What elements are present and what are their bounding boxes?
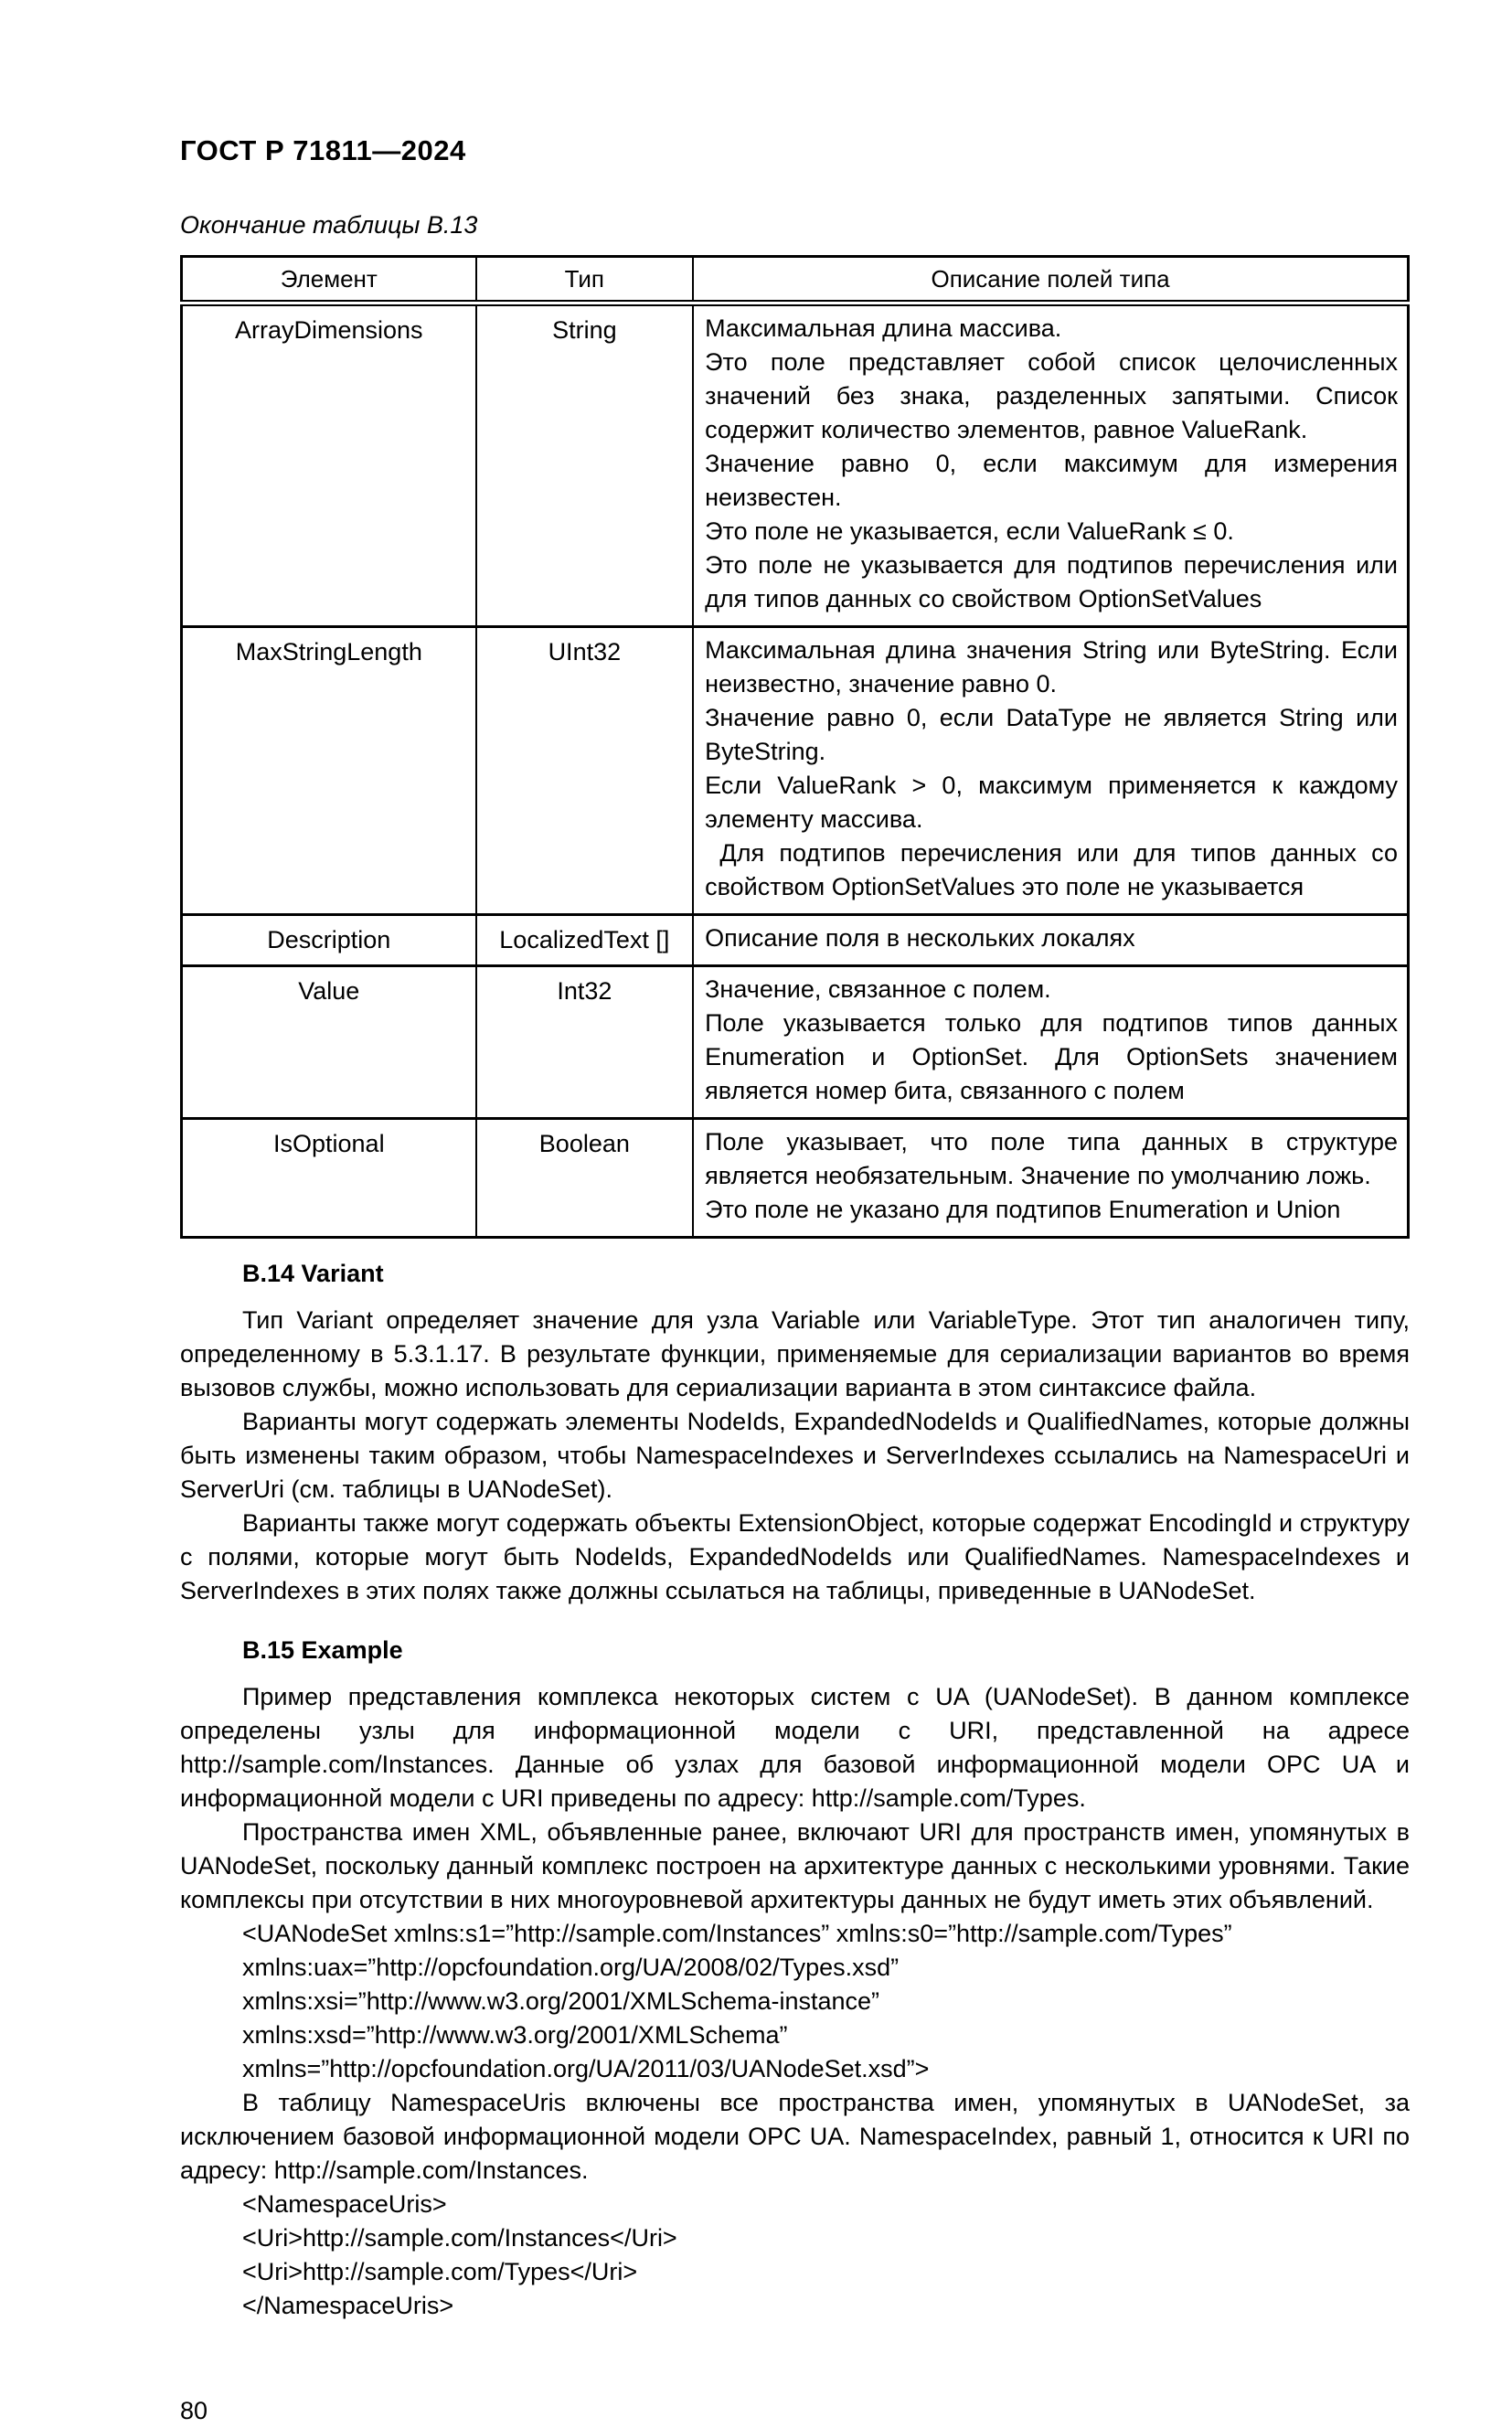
description-line: Если ValueRank > 0, максимум применяется к каждому элементу массива.	[705, 772, 1405, 833]
description-line: Поле указывается только для подтипов типов данных Enumeration и OptionSet. Для OptionSets значением является номер бита, связанного с полем	[705, 1009, 1405, 1104]
section-b15	[180, 1634, 1410, 2323]
table-row	[182, 966, 1409, 1119]
description-line: Это поле не указывается для подтипов перечисления или для типов данных со свойством OptionSetValues	[705, 551, 1405, 612]
spec-table	[180, 255, 1410, 1239]
type-cell: Boolean	[476, 1119, 694, 1238]
description-line: Значение равно 0, если DataType не является String или ByteString.	[705, 704, 1405, 765]
element-cell: ArrayDimensions	[182, 304, 476, 627]
table-caption: Окончание таблицы В.13	[180, 211, 478, 239]
description-line: Максимальная длина значения String или ByteString. Если неизвестно, значение равно 0.	[705, 636, 1405, 698]
xml-code-line: <NamespaceUris>	[242, 2190, 447, 2218]
description-cell	[693, 966, 1408, 1119]
description-cell	[693, 915, 1408, 966]
description-cell	[693, 304, 1408, 627]
xml-code-line: xmlns=”http://opcfoundation.org/UA/2011/03/UANodeSet.xsd”>	[242, 2055, 930, 2082]
paragraph: Тип Variant определяет значение для узла Variable или VariableType. Этот тип аналогичен типу, определенному в 5.3.1.17. В результате функции, применяемые для сериализации вариантов во время вызовов службы, можно использовать для сериализации варианта в этом синтаксисе файла.	[180, 1306, 1410, 1401]
table-row	[182, 1119, 1409, 1238]
description-line: Для подтипов перечисления или для типов данных со свойством OptionSetValues это поле не указывается	[705, 839, 1405, 900]
description-line: Значение, связанное с полем.	[705, 975, 1051, 1003]
description-line: Значение равно 0, если максимум для измерения неизвестен.	[705, 450, 1405, 511]
paragraph: Пространства имен XML, объявленные ранее, включают URI для пространств имен, упомянутых в UANodeSet, поскольку данный комплекс построен на архитектуре данных с несколькими уровнями. Такие комплексы при отсутствии в них многоуровневой архитектуры данных не будут иметь этих объявлений.	[180, 1818, 1410, 1913]
description-line: Это поле не указано для подтипов Enumeration и Union	[705, 1196, 1341, 1223]
paragraph: В таблицу NamespaceUris включены все пространства имен, упомянутых в UANodeSet, за исключением базовой информационной модели OPC UA. NamespaceIndex, равный 1, относится к URI по адресу: http://sample.com/Instances.	[180, 2089, 1410, 2184]
type-cell: String	[476, 304, 694, 627]
description-line: Поле указывает, что поле типа данных в структуре является необязательным. Значение по умолчанию ложь.	[705, 1128, 1405, 1189]
type-cell: UInt32	[476, 627, 694, 915]
element-cell: Value	[182, 966, 476, 1119]
table-header-row	[182, 257, 1409, 304]
element-cell: IsOptional	[182, 1119, 476, 1238]
xml-code-line: </NamespaceUris>	[242, 2292, 454, 2319]
xml-code-line: xmlns:xsi=”http://www.w3.org/2001/XMLSchema-instance”	[242, 1987, 880, 2015]
column-header-type: Тип	[476, 257, 694, 304]
description-line: Это поле не указывается, если ValueRank ≤ 0.	[705, 517, 1234, 545]
description-line: Это поле представляет собой список целочисленных значений без знака, разделенных запятыми. Список содержит количество элементов, равное ValueRank.	[705, 348, 1405, 443]
section-heading-b14: В.14 Variant	[242, 1260, 384, 1287]
description-cell	[693, 1119, 1408, 1238]
page-number: 80	[180, 2397, 208, 2424]
xml-code-line: xmlns:xsd=”http://www.w3.org/2001/XMLSchema”	[242, 2021, 788, 2049]
section-b14	[180, 1257, 1410, 1608]
paragraph: Пример представления комплекса некоторых систем с UA (UANodeSet). В данном комплексе определены узлы для информационной модели с URI, представленной на адресе http://sample.com/Instances. Данные об узлах для базовой информационной модели OPC UA и информационной модели с URI приведены по адресу: http://sample.com/Types.	[180, 1683, 1410, 1812]
section-heading-b15: В.15 Example	[242, 1636, 403, 1664]
element-cell: MaxStringLength	[182, 627, 476, 915]
column-header-element: Элемент	[182, 257, 476, 304]
type-cell: LocalizedText []	[476, 915, 694, 966]
table-row	[182, 915, 1409, 966]
table-row	[182, 304, 1409, 627]
paragraph: Варианты также могут содержать объекты ExtensionObject, которые содержат EncodingId и структуру с полями, которые могут быть NodeIds, ExpandedNodeIds или QualifiedNames. NamespaceIndexes и ServerIndexes в этих полях также должны ссылаться на таблицы, приведенные в UANodeSet.	[180, 1509, 1410, 1604]
table-row	[182, 627, 1409, 915]
column-header-description: Описание полей типа	[693, 257, 1408, 304]
description-line: Описание поля в нескольких локалях	[705, 924, 1135, 952]
element-cell: Description	[182, 915, 476, 966]
xml-code-line: <Uri>http://sample.com/Instances</Uri>	[242, 2224, 677, 2252]
xml-code-line: xmlns:uax=”http://opcfoundation.org/UA/2008/02/Types.xsd”	[242, 1954, 900, 1981]
xml-code-line: <Uri>http://sample.com/Types</Uri>	[242, 2258, 638, 2285]
description-line: Максимальная длина массива.	[705, 314, 1062, 342]
description-cell	[693, 627, 1408, 915]
paragraph: Варианты могут содержать элементы NodeIds, ExpandedNodeIds и QualifiedNames, которые должны быть изменены таким образом, чтобы NamespaceIndexes и ServerIndexes ссылались на NamespaceUri и ServerUri (см. таблицы в UANodeSet).	[180, 1408, 1410, 1503]
page-header-title: ГОСТ Р 71811—2024	[180, 134, 466, 166]
type-cell: Int32	[476, 966, 694, 1119]
xml-code-line: <UANodeSet xmlns:s1=”http://sample.com/Instances” xmlns:s0=”http://sample.com/Types”	[242, 1920, 1232, 1947]
